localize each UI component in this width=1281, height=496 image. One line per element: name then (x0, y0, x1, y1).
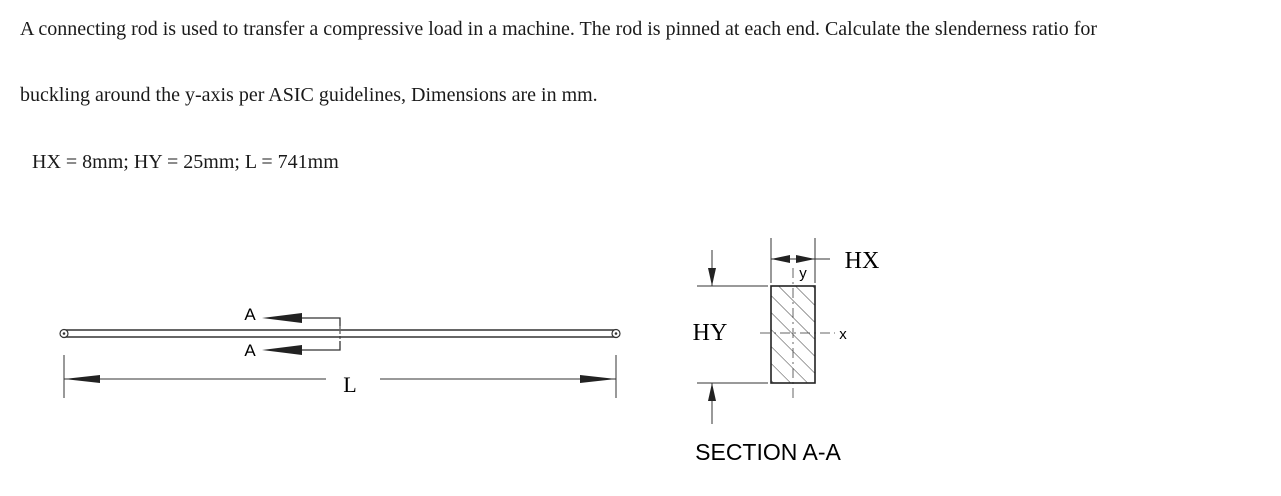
left-pin-center (63, 332, 66, 335)
length-arrow-right (580, 375, 616, 383)
section-cut-line-bottom (300, 341, 340, 350)
hx-label: HX (844, 248, 880, 274)
section-title: SECTION A-A (695, 439, 841, 465)
right-pin-center (615, 332, 618, 335)
hy-arrow-bottom (708, 383, 716, 401)
hx-arrow-left (771, 255, 790, 263)
section-label-top: A (244, 305, 256, 324)
problem-line-2: buckling around the y-axis per ASIC guidelines, Dimensions are in mm. (20, 84, 598, 106)
length-label: L (343, 372, 357, 397)
hy-arrow-top (708, 268, 716, 286)
cross-section (760, 265, 847, 400)
hy-dimension (693, 250, 768, 424)
problem-line-1: A connecting rod is used to transfer a compressive load in a machine. The rod is pinned at each end. Calculate the slenderness ratio for (20, 18, 1098, 40)
hx-dimension (771, 238, 879, 283)
section-label-bottom: A (244, 341, 256, 360)
length-arrow-left (64, 375, 100, 383)
hy-label: HY (692, 320, 728, 346)
section-cut-line-top (300, 318, 340, 326)
section-rectangle (771, 286, 815, 383)
y-axis-label: y (799, 265, 807, 282)
hx-arrow-right (796, 255, 815, 263)
section-arrow-bottom (262, 345, 302, 355)
section-arrow-top (262, 313, 302, 323)
parameters-line: HX = 8mm; HY = 25mm; L = 741mm (32, 151, 339, 173)
x-axis-label: x (839, 326, 847, 343)
length-dimension (64, 355, 616, 398)
